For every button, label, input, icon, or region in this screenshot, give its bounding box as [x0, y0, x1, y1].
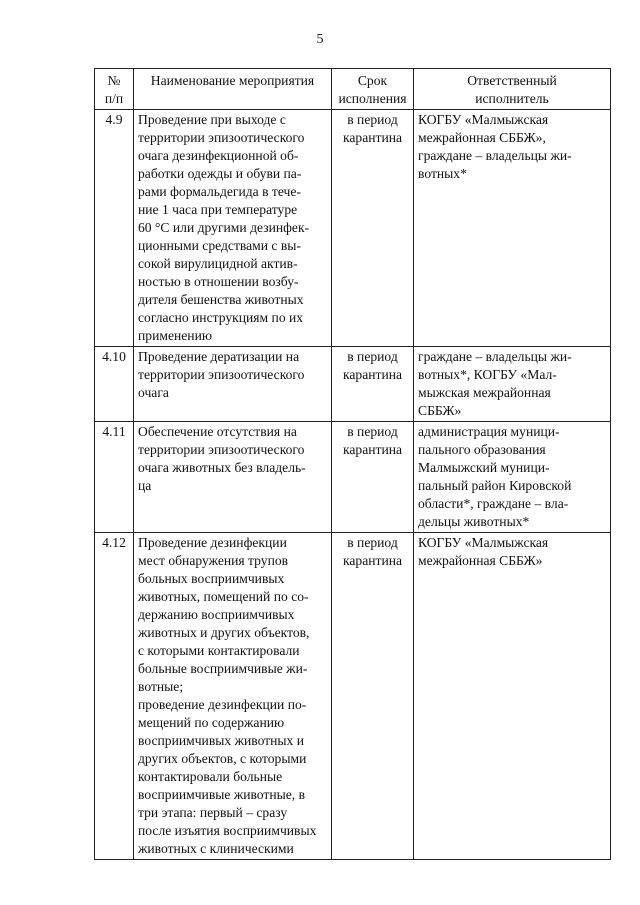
row-responsible: администрация муници- пального образования Малмыжский муници- пальный район Кировской области*, граждане – вла- дельцы животных*: [414, 422, 611, 533]
row-responsible: КОГБУ «Малмыжская межрайонная СББЖ»: [414, 533, 611, 860]
row-responsible: граждане – владельцы жи- вотных*, КОГБУ «Мал- мыжская межрайонная СББЖ»: [414, 347, 611, 422]
table-header-row: [95, 69, 611, 110]
row-measure-name: Проведение при выходе с территории эпизоотического очага дезинфекционной об- работки одежды и обуви па- рами формальдегида в тече- ние 1 часа при температуре 60 °С или другими дезинфек- ционными средствами с вы- сокой вирулицидной актив- ностью в отношении возбу- дителя бешенства животных согласно инструкциям по их применению: [134, 110, 332, 347]
row-measure-name: Обеспечение отсутствия на территории эпизоотического очага животных без владель- ца: [134, 422, 332, 533]
header-number: № п/п: [95, 69, 134, 110]
row-term: в период карантина: [332, 347, 414, 422]
table-row: [95, 533, 611, 860]
row-number: 4.9: [95, 110, 134, 347]
row-measure-name: Проведение дезинфекции мест обнаружения трупов больных восприимчивых животных, помещений по со- держанию восприимчивых животных и других объектов, с которыми контактировали больные восприимчивые жи- вотные; проведение дезинфекции по- мещений по содержанию восприимчивых животных и других объектов, с которыми контактировали больные восприимчивые животные, в три этапа: первый – сразу после изъятия восприимчивых животных с клиническими: [134, 533, 332, 860]
row-number: 4.10: [95, 347, 134, 422]
page-number: 5: [316, 32, 324, 47]
table-row: [95, 347, 611, 422]
row-number: 4.12: [95, 533, 134, 860]
row-responsible: КОГБУ «Малмыжская межрайонная СББЖ», граждане – владельцы жи- вотных*: [414, 110, 611, 347]
row-number: 4.11: [95, 422, 134, 533]
row-term: в период карантина: [332, 422, 414, 533]
row-measure-name: Проведение дератизации на территории эпизоотического очага: [134, 347, 332, 422]
table-row: [95, 422, 611, 533]
measures-table: [94, 68, 611, 860]
header-measure-name: Наименование мероприятия: [134, 69, 332, 110]
header-responsible: Ответственный исполнитель: [414, 69, 611, 110]
row-term: в период карантина: [332, 110, 414, 347]
table-row: [95, 110, 611, 347]
header-term: Срок исполнения: [332, 69, 414, 110]
row-term: в период карантина: [332, 533, 414, 860]
